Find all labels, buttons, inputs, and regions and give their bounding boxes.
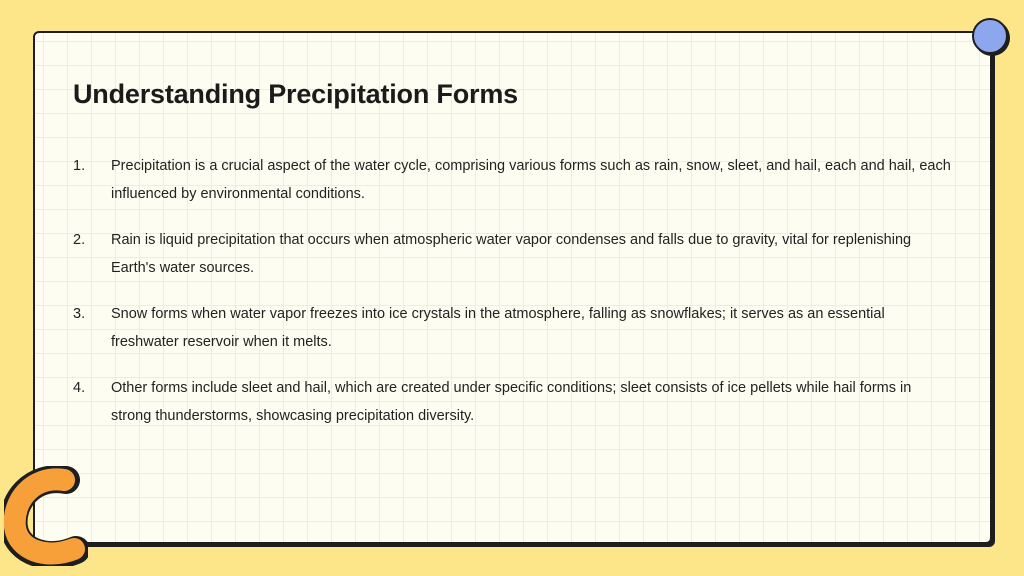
list-item-number: 4. bbox=[73, 380, 86, 396]
list-item bbox=[73, 152, 953, 208]
list-item-text: Other forms include sleet and hail, which are created under specific conditions; sleet consists of ice pellets while hail forms in strong thunderstorms, showcasing precipitation diversity. bbox=[111, 380, 912, 424]
list-item-text: Snow forms when water vapor freezes into ice crystals in the atmosphere, falling as snowflakes; it serves as an essential freshwater reservoir when it melts. bbox=[111, 306, 885, 350]
bullet-list bbox=[73, 152, 953, 448]
slide-title: Understanding Precipitation Forms bbox=[73, 79, 518, 109]
list-item bbox=[73, 300, 953, 356]
list-item-number: 3. bbox=[73, 306, 86, 322]
list-item-text: Precipitation is a crucial aspect of the water cycle, comprising various forms such as rain, snow, sleet, and hail, each and hail, each influenced by environmental conditions. bbox=[111, 158, 951, 202]
circle-icon bbox=[972, 18, 1008, 54]
list-item bbox=[73, 226, 953, 282]
list-item-number: 2. bbox=[73, 232, 86, 248]
slide-card bbox=[33, 31, 992, 544]
list-item-number: 1. bbox=[73, 158, 86, 174]
list-item-text: Rain is liquid precipitation that occurs when atmospheric water vapor condenses and falls due to gravity, vital for replenishing Earth's water sources. bbox=[111, 232, 912, 276]
arc-icon bbox=[4, 466, 88, 566]
list-item bbox=[73, 374, 953, 430]
